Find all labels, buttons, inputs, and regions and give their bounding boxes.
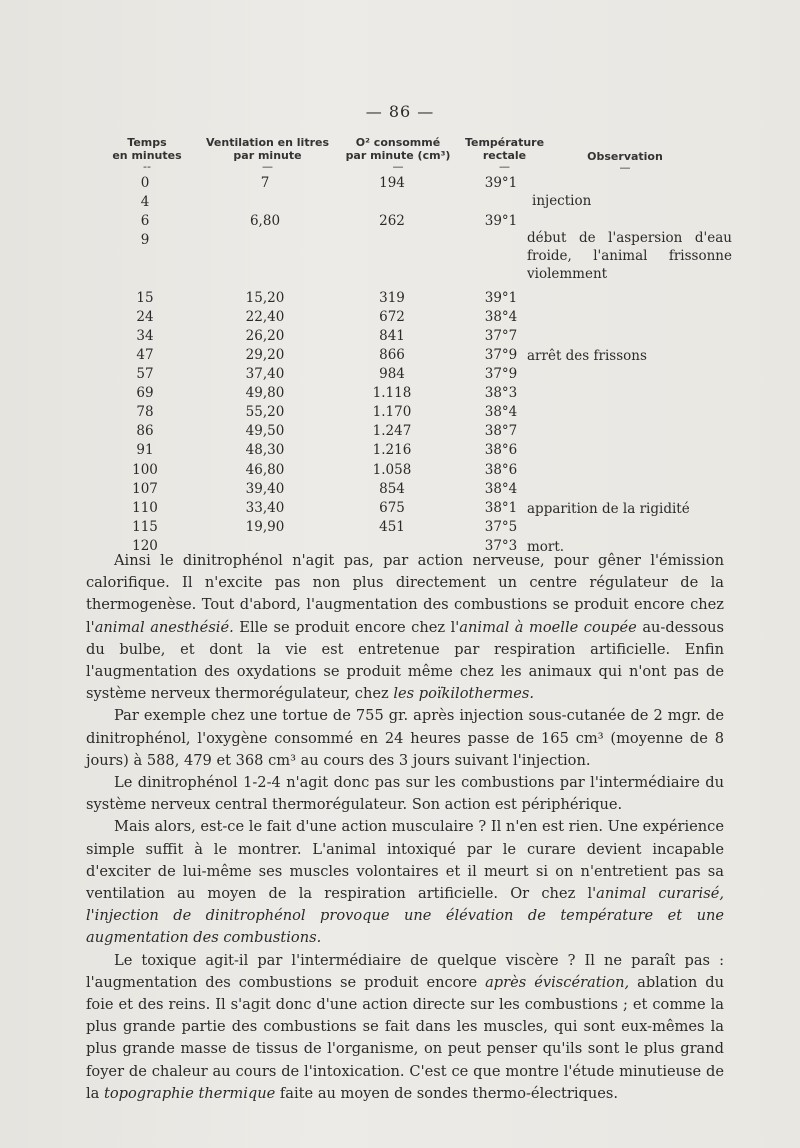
cell-time: 86 xyxy=(136,423,154,440)
table-row xyxy=(0,194,800,212)
page-number: — 86 — xyxy=(365,102,435,121)
cell-ventilation: 22,40 xyxy=(245,308,285,325)
cell-time: 47 xyxy=(136,346,154,363)
cell-ventilation: 49,50 xyxy=(245,423,285,440)
table-row xyxy=(0,366,800,384)
cell-temperature: 37°5 xyxy=(484,518,518,535)
text-run: Le toxique agit-il par l'intermédiaire de quelque viscère ? Il ne paraît pas : l'augmentation des combustions se produit encore xyxy=(86,951,724,991)
table-row xyxy=(0,404,800,422)
header-observation-label: Observation xyxy=(587,150,663,163)
cell-temperature: 38°6 xyxy=(484,442,518,459)
cell-time: 107 xyxy=(132,480,158,497)
header-time-label: Temps en minutes xyxy=(112,136,182,162)
cell-ventilation: 49,80 xyxy=(245,385,285,402)
cell-o2: 1.247 xyxy=(372,423,412,440)
cell-temperature: 38°6 xyxy=(484,461,518,478)
header-time xyxy=(112,136,182,172)
table-row xyxy=(0,519,800,537)
cell-time: 78 xyxy=(136,404,154,421)
cell-time: 57 xyxy=(136,366,154,382)
header-o2 xyxy=(338,136,458,172)
text-run: Mais alors, est-ce le fait d'une action musculaire ? Il n'en est rien. Une expérience simple suffit à le montrer. L'animal intoxiqué par le curare devient incapable d'exciter de lui-même ses muscles volontaires et il meurt si on n'entretient pas sa ventilation au moyen de la respiration artificielle. Or chez l' xyxy=(86,818,724,903)
cell-ventilation: 19,90 xyxy=(245,518,285,535)
header-ventilation-label: Ventilation en litres par minute xyxy=(205,136,330,162)
cell-o2: 675 xyxy=(379,499,405,516)
cell-o2: 1.058 xyxy=(372,461,412,478)
cell-temperature: 39°1 xyxy=(484,213,518,230)
cell-ventilation: 46,80 xyxy=(245,461,285,478)
table-row xyxy=(0,462,800,480)
header-dash: -- xyxy=(143,160,151,173)
table-row xyxy=(0,347,800,365)
cell-time: 69 xyxy=(136,385,154,402)
cell-temperature: 38°4 xyxy=(484,404,518,421)
text-run: Le dinitrophénol 1-2-4 n'agit donc pas sur les combustions par l'intermédiaire du système nerveux central thermorégulateur. Son action est périphérique. xyxy=(86,774,724,814)
cell-time: 91 xyxy=(136,442,154,459)
cell-ventilation: 48,30 xyxy=(245,442,285,459)
table-row xyxy=(0,423,800,441)
body-text xyxy=(86,550,724,1105)
cell-temperature: 38°3 xyxy=(484,385,518,402)
cell-o2: 672 xyxy=(379,308,405,325)
header-temperature-label: Température rectale xyxy=(464,136,545,162)
text-run: ablation du foie et des reins. Il s'agit donc d'une action directe sur les combustions ; et comme la plus grande partie des combustions se fait dans les muscles, qui sont eux-mêmes la plus grande masse de tissus de l'organisme, on peut penser qu'ils sont le plus grand foyer de chaleur au cours de l'intoxication. C'est ce que montre l'étude minutieuse de la xyxy=(86,973,724,1102)
header-dash: — xyxy=(619,161,631,174)
text-run: faite au moyen de sondes thermo-électriques. xyxy=(275,1084,619,1102)
table-row xyxy=(0,290,800,308)
table-row xyxy=(0,328,800,346)
table-row xyxy=(0,500,800,518)
cell-o2: 319 xyxy=(379,289,405,306)
header-dash: — xyxy=(392,160,404,173)
cell-ventilation: 15,20 xyxy=(245,289,285,306)
cell-o2: 451 xyxy=(379,518,405,535)
paragraph xyxy=(86,772,724,816)
cell-time: 120 xyxy=(132,537,158,554)
table-row xyxy=(0,175,800,193)
text-run: Par exemple chez une tortue de 755 gr. après injection sous-cutanée de 2 mgr. de dinitrophénol, l'oxygène consommé en 24 heures passe de 165 cm³ (moyenne de 8 jours) à 588, 479 et 368 cm³ au cours des 3 jours suivant l'injection. xyxy=(86,707,724,769)
text-run: au-dessous du bulbe, et dont la vie est entretenue par respiration artificielle. Enfin l'augmentation des oxydations se produit même chez les animaux qui n'ont pas de système nerveux thermorégulateur, chez xyxy=(86,618,724,703)
table-row xyxy=(0,481,800,499)
header-ventilation xyxy=(205,136,330,172)
cell-time: 15 xyxy=(136,289,154,306)
header-dash: — xyxy=(499,160,510,173)
cell-time: 6 xyxy=(140,213,150,230)
cell-o2: 841 xyxy=(379,327,405,344)
italic-text: animal curarisé, l'injection de dinitrophénol provoque une élévation de température et une augmentation des combustions. xyxy=(86,885,724,947)
cell-temperature: 38°4 xyxy=(484,480,518,497)
cell-ventilation: 55,20 xyxy=(245,404,285,421)
cell-observation: injection xyxy=(532,193,592,210)
cell-time: 4 xyxy=(140,194,150,211)
cell-temperature: 37°9 xyxy=(484,346,518,363)
italic-text: après éviscération, xyxy=(485,973,630,991)
cell-time: 100 xyxy=(132,461,158,478)
table-row xyxy=(0,309,800,327)
italic-text: animal anesthésié. xyxy=(94,618,234,636)
italic-text: les poïkilothermes. xyxy=(393,685,534,703)
cell-ventilation: 39,40 xyxy=(245,480,285,497)
cell-ventilation: 6,80 xyxy=(249,213,281,230)
cell-temperature: 38°4 xyxy=(484,308,518,325)
cell-temperature: 37°9 xyxy=(484,366,518,382)
cell-o2: 194 xyxy=(379,175,405,191)
cell-ventilation: 37,40 xyxy=(245,366,285,382)
cell-temperature: 37°7 xyxy=(484,327,518,344)
cell-o2: 866 xyxy=(379,346,405,363)
paragraph xyxy=(86,550,724,705)
cell-observation: mort. xyxy=(527,538,565,555)
cell-ventilation: 7 xyxy=(260,175,270,191)
cell-temperature: 39°1 xyxy=(484,289,518,306)
cell-time: 115 xyxy=(132,518,158,535)
cell-ventilation: 33,40 xyxy=(245,499,285,516)
cell-o2: 854 xyxy=(379,480,405,497)
cell-o2: 1.170 xyxy=(372,404,412,421)
cell-observation: début de l'aspersion d'eau froide, l'animal frissonne violemment xyxy=(527,230,732,283)
italic-text: topographie thermique xyxy=(104,1084,276,1102)
text-run: Elle se produit encore chez l' xyxy=(233,618,460,636)
cell-temperature: 37°3 xyxy=(484,537,518,554)
cell-ventilation: 26,20 xyxy=(245,327,285,344)
cell-o2: 262 xyxy=(379,213,405,230)
cell-observation: arrêt des frissons xyxy=(527,347,647,364)
header-temperature xyxy=(462,136,547,172)
paragraph xyxy=(86,705,724,772)
cell-o2: 984 xyxy=(379,366,405,382)
cell-temperature: 38°7 xyxy=(484,423,518,440)
cell-time: 110 xyxy=(132,499,158,516)
cell-temperature: 39°1 xyxy=(484,175,518,191)
table-row xyxy=(0,442,800,460)
cell-time: 24 xyxy=(136,308,154,325)
text-run: Ainsi le dinitrophénol n'agit pas, par action nerveuse, pour gêner l'émission calorifique. Il n'excite pas non plus directement un centre régulateur de la thermogenèse. Tout d'abord, l'augmentation des combustions se produit encore chez l' xyxy=(86,552,724,636)
table-row xyxy=(0,230,800,283)
cell-observation: apparition de la rigidité xyxy=(527,500,690,517)
header-observation xyxy=(570,150,680,173)
table-row xyxy=(0,385,800,403)
paragraph xyxy=(86,816,724,949)
italic-text: animal à moelle coupée xyxy=(459,618,637,636)
header-dash: — xyxy=(262,160,273,173)
cell-o2: 1.216 xyxy=(372,442,412,459)
cell-ventilation: 29,20 xyxy=(245,346,285,363)
header-o2-label: O² consommé par minute (cm³) xyxy=(345,136,451,162)
cell-temperature: 38°1 xyxy=(484,499,518,516)
paragraph xyxy=(86,950,724,1105)
cell-o2: 1.118 xyxy=(372,385,412,402)
cell-time: 0 xyxy=(140,175,150,191)
cell-time: 34 xyxy=(136,327,154,344)
cell-time: 9 xyxy=(140,232,150,249)
